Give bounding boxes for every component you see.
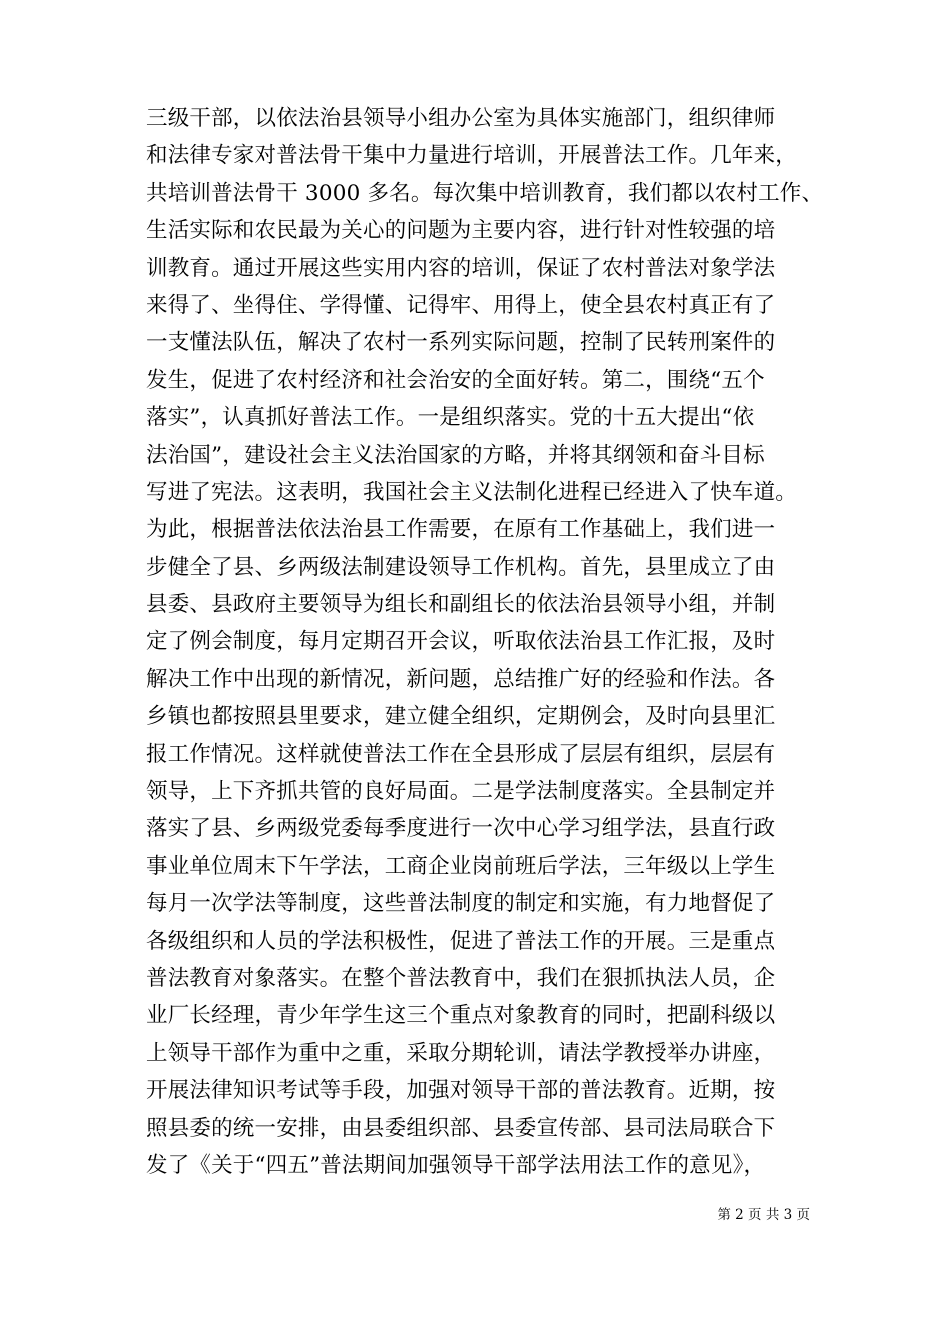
text-line: 三级干部，以依法治县领导小组办公室为具体实施部门，组织律师 (146, 106, 776, 131)
body-text (146, 100, 826, 1184)
text-line: 落实了县、乡两级党委每季度进行一次中心学习组学法，县直行政 (146, 816, 776, 842)
text-line: 每月一次学法等制度，这些普法制度的制定和实施，有力地督促了 (146, 891, 776, 917)
text-line: 和法律专家对普法骨干集中力量进行培训，开展普法工作。几年来， (146, 143, 798, 169)
page-number-footer: 第 2 页 共 3 页 (717, 1207, 810, 1223)
text-line: 业厂长经理，青少年学生这三个重点对象教育的同时，把副科级以 (146, 1003, 776, 1029)
text-line: 生活实际和农民最为关心的问题为主要内容，进行针对性较强的培 (146, 218, 776, 244)
text-line: 县委、县政府主要领导为组长和副组长的依法治县领导小组，并制 (146, 592, 776, 618)
text-line: 发了《关于“四五”普法期间加强领导干部学法用法工作的意见》， (146, 1152, 766, 1178)
text-line: 共培训普法骨干 3000 多名。每次集中培训教育，我们都以农村工作、 (146, 180, 824, 206)
text-line: 步健全了县、乡两级法制建设领导工作机构。首先，县里成立了由 (146, 554, 776, 580)
text-line: 解决工作中出现的新情况，新问题，总结推广好的经验和作法。各 (146, 666, 776, 692)
text-line: 落实”，认真抓好普法工作。一是组织落实。党的十五大提出“依 (146, 405, 755, 431)
text-line: 报工作情况。这样就使普法工作在全县形成了层层有组织，层层有 (146, 741, 776, 767)
text-line: 照县委的统一安排，由县委组织部、县委宣传部、县司法局联合下 (146, 1115, 776, 1141)
text-line: 写进了宪法。这表明，我国社会主义法制化进程已经进入了快车道。 (146, 479, 798, 505)
text-line: 一支懂法队伍，解决了农村一系列实际问题，控制了民转刑案件的 (146, 330, 776, 356)
text-line: 定了例会制度，每月定期召开会议，听取依法治县工作汇报，及时 (146, 629, 776, 655)
text-line: 上领导干部作为重中之重，采取分期轮训，请法学教授举办讲座， (146, 1040, 776, 1066)
text-line: 领导，上下齐抓共管的良好局面。二是学法制度落实。全县制定并 (146, 779, 776, 805)
text-line: 来得了、坐得住、学得懂、记得牢、用得上，使全县农村真正有了 (146, 292, 776, 318)
text-line: 训教育。通过开展这些实用内容的培训，保证了农村普法对象学法 (146, 255, 776, 281)
text-line: 开展法律知识考试等手段，加强对领导干部的普法教育。近期，按 (146, 1078, 776, 1104)
text-line: 为此，根据普法依法治县工作需要，在原有工作基础上，我们进一 (146, 517, 776, 543)
text-line: 事业单位周末下午学法，工商企业岗前班后学法，三年级以上学生 (146, 853, 776, 879)
text-line: 法治国”，建设社会主义法治国家的方略，并将其纲领和奋斗目标 (146, 442, 765, 468)
text-line: 发生，促进了农村经济和社会治安的全面好转。第二，围绕“五个 (146, 367, 765, 393)
text-line: 各级组织和人员的学法积极性，促进了普法工作的开展。三是重点 (146, 928, 776, 954)
text-line: 普法教育对象落实。在整个普法教育中，我们在狠抓执法人员，企 (146, 965, 776, 991)
text-line: 乡镇也都按照县里要求，建立健全组织，定期例会，及时向县里汇 (146, 704, 776, 730)
